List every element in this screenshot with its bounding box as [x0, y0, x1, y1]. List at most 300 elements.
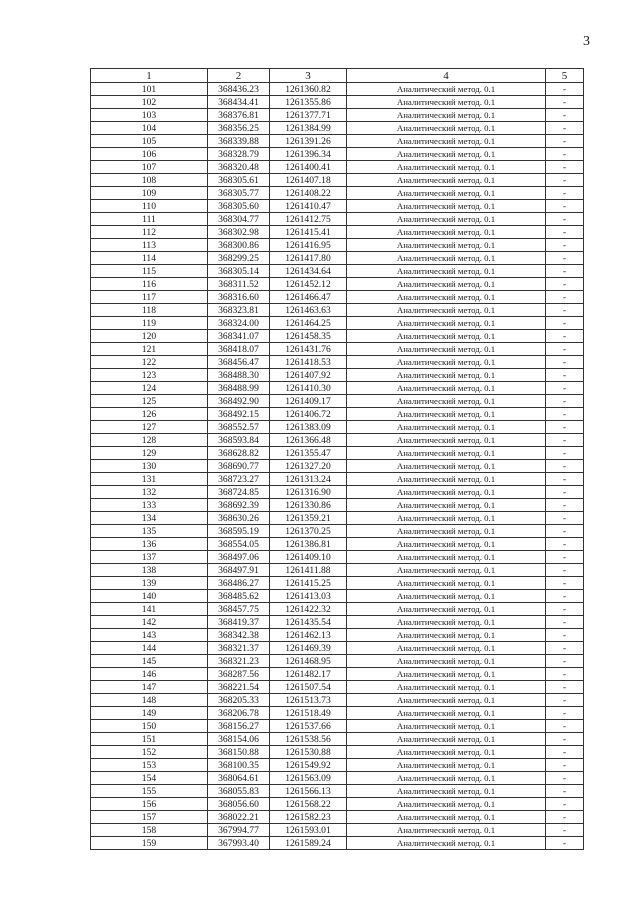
table-row [91, 122, 584, 135]
y-coordinate-cell: 1261566.13 [270, 785, 347, 798]
table-row [91, 369, 584, 382]
point-number-cell: 111 [91, 213, 208, 226]
table-row [91, 538, 584, 551]
y-coordinate-cell: 1261563.09 [270, 772, 347, 785]
point-number-cell: 158 [91, 824, 208, 837]
table-row [91, 408, 584, 421]
method-cell: Аналитический метод. 0.1 [347, 304, 546, 317]
extra-cell: - [546, 252, 584, 265]
y-coordinate-cell: 1261435.54 [270, 616, 347, 629]
table-row [91, 668, 584, 681]
table-row [91, 343, 584, 356]
y-coordinate-cell: 1261422.32 [270, 603, 347, 616]
extra-cell: - [546, 135, 584, 148]
extra-cell: - [546, 577, 584, 590]
point-number-cell: 144 [91, 642, 208, 655]
table-row [91, 421, 584, 434]
x-coordinate-cell: 368497.91 [208, 564, 270, 577]
y-coordinate-cell: 1261355.86 [270, 96, 347, 109]
method-cell: Аналитический метод. 0.1 [347, 551, 546, 564]
point-number-cell: 108 [91, 174, 208, 187]
method-cell: Аналитический метод. 0.1 [347, 603, 546, 616]
method-cell: Аналитический метод. 0.1 [347, 642, 546, 655]
extra-cell: - [546, 668, 584, 681]
extra-cell: - [546, 460, 584, 473]
extra-cell: - [546, 187, 584, 200]
y-coordinate-cell: 1261327.20 [270, 460, 347, 473]
table-row [91, 148, 584, 161]
point-number-cell: 113 [91, 239, 208, 252]
extra-cell: - [546, 291, 584, 304]
table-row [91, 629, 584, 642]
point-number-cell: 155 [91, 785, 208, 798]
point-number-cell: 107 [91, 161, 208, 174]
extra-cell: - [546, 447, 584, 460]
extra-cell: - [546, 655, 584, 668]
method-cell: Аналитический метод. 0.1 [347, 200, 546, 213]
method-cell: Аналитический метод. 0.1 [347, 668, 546, 681]
x-coordinate-cell: 368287.56 [208, 668, 270, 681]
point-number-cell: 141 [91, 603, 208, 616]
point-number-cell: 131 [91, 473, 208, 486]
extra-cell: - [546, 226, 584, 239]
point-number-cell: 149 [91, 707, 208, 720]
point-number-cell: 104 [91, 122, 208, 135]
method-cell: Аналитический метод. 0.1 [347, 291, 546, 304]
method-cell: Аналитический метод. 0.1 [347, 590, 546, 603]
point-number-cell: 119 [91, 317, 208, 330]
coordinates-table [90, 68, 584, 850]
point-number-cell: 118 [91, 304, 208, 317]
method-cell: Аналитический метод. 0.1 [347, 213, 546, 226]
x-coordinate-cell: 368156.27 [208, 720, 270, 733]
x-coordinate-cell: 368321.37 [208, 642, 270, 655]
method-cell: Аналитический метод. 0.1 [347, 681, 546, 694]
extra-cell: - [546, 564, 584, 577]
table-row [91, 161, 584, 174]
x-coordinate-cell: 368339.88 [208, 135, 270, 148]
method-cell: Аналитический метод. 0.1 [347, 486, 546, 499]
point-number-cell: 145 [91, 655, 208, 668]
method-cell: Аналитический метод. 0.1 [347, 837, 546, 850]
y-coordinate-cell: 1261396.34 [270, 148, 347, 161]
method-cell: Аналитический метод. 0.1 [347, 343, 546, 356]
y-coordinate-cell: 1261384.99 [270, 122, 347, 135]
extra-cell: - [546, 408, 584, 421]
extra-cell: - [546, 486, 584, 499]
table-header-row [91, 69, 584, 83]
table-row [91, 382, 584, 395]
extra-cell: - [546, 356, 584, 369]
y-coordinate-cell: 1261518.49 [270, 707, 347, 720]
point-number-cell: 121 [91, 343, 208, 356]
x-coordinate-cell: 368692.39 [208, 499, 270, 512]
point-number-cell: 143 [91, 629, 208, 642]
table-row [91, 252, 584, 265]
point-number-cell: 105 [91, 135, 208, 148]
extra-cell: - [546, 343, 584, 356]
x-coordinate-cell: 368554.05 [208, 538, 270, 551]
y-coordinate-cell: 1261434.64 [270, 265, 347, 278]
table-row [91, 577, 584, 590]
extra-cell: - [546, 382, 584, 395]
table-row [91, 564, 584, 577]
extra-cell: - [546, 434, 584, 447]
method-cell: Аналитический метод. 0.1 [347, 811, 546, 824]
y-coordinate-cell: 1261582.23 [270, 811, 347, 824]
x-coordinate-cell: 368723.27 [208, 473, 270, 486]
y-coordinate-cell: 1261406.72 [270, 408, 347, 421]
extra-cell: - [546, 733, 584, 746]
x-coordinate-cell: 368376.81 [208, 109, 270, 122]
method-cell: Аналитический метод. 0.1 [347, 785, 546, 798]
y-coordinate-cell: 1261549.92 [270, 759, 347, 772]
table-row [91, 96, 584, 109]
x-coordinate-cell: 368552.57 [208, 421, 270, 434]
method-cell: Аналитический метод. 0.1 [347, 317, 546, 330]
x-coordinate-cell: 368299.25 [208, 252, 270, 265]
y-coordinate-cell: 1261313.24 [270, 473, 347, 486]
y-coordinate-cell: 1261407.18 [270, 174, 347, 187]
page-number: 3 [583, 34, 590, 49]
y-coordinate-cell: 1261411.88 [270, 564, 347, 577]
x-coordinate-cell: 368055.83 [208, 785, 270, 798]
point-number-cell: 132 [91, 486, 208, 499]
x-coordinate-cell: 368630.26 [208, 512, 270, 525]
method-cell: Аналитический метод. 0.1 [347, 772, 546, 785]
method-cell: Аналитический метод. 0.1 [347, 395, 546, 408]
extra-cell: - [546, 720, 584, 733]
extra-cell: - [546, 395, 584, 408]
table-row [91, 278, 584, 291]
x-coordinate-cell: 368497.06 [208, 551, 270, 564]
table-row [91, 213, 584, 226]
table-row [91, 473, 584, 486]
method-cell: Аналитический метод. 0.1 [347, 746, 546, 759]
extra-cell: - [546, 798, 584, 811]
point-number-cell: 150 [91, 720, 208, 733]
method-cell: Аналитический метод. 0.1 [347, 187, 546, 200]
method-cell: Аналитический метод. 0.1 [347, 694, 546, 707]
point-number-cell: 129 [91, 447, 208, 460]
extra-cell: - [546, 200, 584, 213]
y-coordinate-cell: 1261589.24 [270, 837, 347, 850]
table-row [91, 304, 584, 317]
point-number-cell: 117 [91, 291, 208, 304]
method-cell: Аналитический метод. 0.1 [347, 330, 546, 343]
extra-cell: - [546, 512, 584, 525]
y-coordinate-cell: 1261593.01 [270, 824, 347, 837]
col-y-coordinate-header: 3 [270, 69, 347, 83]
x-coordinate-cell: 368305.60 [208, 200, 270, 213]
extra-cell: - [546, 83, 584, 96]
table-row [91, 811, 584, 824]
x-coordinate-cell: 368486.27 [208, 577, 270, 590]
point-number-cell: 106 [91, 148, 208, 161]
extra-cell: - [546, 421, 584, 434]
y-coordinate-cell: 1261407.92 [270, 369, 347, 382]
x-coordinate-cell: 368342.38 [208, 629, 270, 642]
method-cell: Аналитический метод. 0.1 [347, 499, 546, 512]
method-cell: Аналитический метод. 0.1 [347, 148, 546, 161]
point-number-cell: 156 [91, 798, 208, 811]
extra-cell: - [546, 161, 584, 174]
extra-cell: - [546, 603, 584, 616]
y-coordinate-cell: 1261568.22 [270, 798, 347, 811]
x-coordinate-cell: 368341.07 [208, 330, 270, 343]
x-coordinate-cell: 368150.88 [208, 746, 270, 759]
point-number-cell: 140 [91, 590, 208, 603]
y-coordinate-cell: 1261468.95 [270, 655, 347, 668]
y-coordinate-cell: 1261386.81 [270, 538, 347, 551]
y-coordinate-cell: 1261409.10 [270, 551, 347, 564]
point-number-cell: 159 [91, 837, 208, 850]
method-cell: Аналитический метод. 0.1 [347, 759, 546, 772]
point-number-cell: 142 [91, 616, 208, 629]
y-coordinate-cell: 1261418.53 [270, 356, 347, 369]
y-coordinate-cell: 1261366.48 [270, 434, 347, 447]
x-coordinate-cell: 368356.25 [208, 122, 270, 135]
point-number-cell: 147 [91, 681, 208, 694]
y-coordinate-cell: 1261370.25 [270, 525, 347, 538]
table-row [91, 603, 584, 616]
point-number-cell: 120 [91, 330, 208, 343]
x-coordinate-cell: 368311.52 [208, 278, 270, 291]
x-coordinate-cell: 368488.30 [208, 369, 270, 382]
extra-cell: - [546, 772, 584, 785]
table-row [91, 135, 584, 148]
table-row [91, 642, 584, 655]
x-coordinate-cell: 368628.82 [208, 447, 270, 460]
x-coordinate-cell: 367994.77 [208, 824, 270, 837]
x-coordinate-cell: 368320.48 [208, 161, 270, 174]
method-cell: Аналитический метод. 0.1 [347, 135, 546, 148]
y-coordinate-cell: 1261316.90 [270, 486, 347, 499]
point-number-cell: 125 [91, 395, 208, 408]
y-coordinate-cell: 1261415.25 [270, 577, 347, 590]
table-row [91, 187, 584, 200]
method-cell: Аналитический метод. 0.1 [347, 174, 546, 187]
table-row [91, 486, 584, 499]
table-row [91, 460, 584, 473]
method-cell: Аналитический метод. 0.1 [347, 720, 546, 733]
x-coordinate-cell: 368419.37 [208, 616, 270, 629]
table-row [91, 746, 584, 759]
x-coordinate-cell: 368305.77 [208, 187, 270, 200]
extra-cell: - [546, 109, 584, 122]
extra-cell: - [546, 759, 584, 772]
x-coordinate-cell: 368485.62 [208, 590, 270, 603]
y-coordinate-cell: 1261452.12 [270, 278, 347, 291]
extra-cell: - [546, 629, 584, 642]
x-coordinate-cell: 368064.61 [208, 772, 270, 785]
point-number-cell: 134 [91, 512, 208, 525]
table-row [91, 317, 584, 330]
x-coordinate-cell: 368488.99 [208, 382, 270, 395]
method-cell: Аналитический метод. 0.1 [347, 83, 546, 96]
extra-cell: - [546, 265, 584, 278]
point-number-cell: 139 [91, 577, 208, 590]
y-coordinate-cell: 1261537.66 [270, 720, 347, 733]
extra-cell: - [546, 96, 584, 109]
table-body [91, 83, 584, 850]
point-number-cell: 146 [91, 668, 208, 681]
table-row [91, 785, 584, 798]
table-row [91, 616, 584, 629]
point-number-cell: 114 [91, 252, 208, 265]
table-row [91, 265, 584, 278]
extra-cell: - [546, 499, 584, 512]
method-cell: Аналитический метод. 0.1 [347, 369, 546, 382]
x-coordinate-cell: 368305.14 [208, 265, 270, 278]
method-cell: Аналитический метод. 0.1 [347, 226, 546, 239]
y-coordinate-cell: 1261530.88 [270, 746, 347, 759]
method-cell: Аналитический метод. 0.1 [347, 460, 546, 473]
x-coordinate-cell: 368434.41 [208, 96, 270, 109]
x-coordinate-cell: 368724.85 [208, 486, 270, 499]
table-row [91, 434, 584, 447]
x-coordinate-cell: 368100.35 [208, 759, 270, 772]
extra-cell: - [546, 304, 584, 317]
method-cell: Аналитический метод. 0.1 [347, 96, 546, 109]
y-coordinate-cell: 1261462.13 [270, 629, 347, 642]
x-coordinate-cell: 368456.47 [208, 356, 270, 369]
method-cell: Аналитический метод. 0.1 [347, 447, 546, 460]
y-coordinate-cell: 1261409.17 [270, 395, 347, 408]
table-row [91, 174, 584, 187]
y-coordinate-cell: 1261458.35 [270, 330, 347, 343]
table-row [91, 798, 584, 811]
point-number-cell: 137 [91, 551, 208, 564]
y-coordinate-cell: 1261410.30 [270, 382, 347, 395]
x-coordinate-cell: 368056.60 [208, 798, 270, 811]
y-coordinate-cell: 1261400.41 [270, 161, 347, 174]
method-cell: Аналитический метод. 0.1 [347, 512, 546, 525]
table-row [91, 356, 584, 369]
y-coordinate-cell: 1261513.73 [270, 694, 347, 707]
method-cell: Аналитический метод. 0.1 [347, 356, 546, 369]
x-coordinate-cell: 368300.86 [208, 239, 270, 252]
extra-cell: - [546, 317, 584, 330]
y-coordinate-cell: 1261355.47 [270, 447, 347, 460]
x-coordinate-cell: 368316.60 [208, 291, 270, 304]
x-coordinate-cell: 368418.07 [208, 343, 270, 356]
extra-cell: - [546, 213, 584, 226]
y-coordinate-cell: 1261469.39 [270, 642, 347, 655]
x-coordinate-cell: 368492.90 [208, 395, 270, 408]
table-row [91, 83, 584, 96]
extra-cell: - [546, 369, 584, 382]
table-row [91, 707, 584, 720]
method-cell: Аналитический метод. 0.1 [347, 824, 546, 837]
y-coordinate-cell: 1261463.63 [270, 304, 347, 317]
point-number-cell: 102 [91, 96, 208, 109]
method-cell: Аналитический метод. 0.1 [347, 278, 546, 291]
extra-cell: - [546, 616, 584, 629]
extra-cell: - [546, 538, 584, 551]
extra-cell: - [546, 174, 584, 187]
col-point-number-header: 1 [91, 69, 208, 83]
extra-cell: - [546, 239, 584, 252]
table-row [91, 681, 584, 694]
method-cell: Аналитический метод. 0.1 [347, 577, 546, 590]
extra-cell: - [546, 330, 584, 343]
x-coordinate-cell: 368595.19 [208, 525, 270, 538]
y-coordinate-cell: 1261538.56 [270, 733, 347, 746]
col-x-coordinate-header: 2 [208, 69, 270, 83]
point-number-cell: 123 [91, 369, 208, 382]
x-coordinate-cell: 368154.06 [208, 733, 270, 746]
x-coordinate-cell: 367993.40 [208, 837, 270, 850]
method-cell: Аналитический метод. 0.1 [347, 733, 546, 746]
table-row [91, 655, 584, 668]
extra-cell: - [546, 473, 584, 486]
point-number-cell: 116 [91, 278, 208, 291]
point-number-cell: 152 [91, 746, 208, 759]
y-coordinate-cell: 1261417.80 [270, 252, 347, 265]
method-cell: Аналитический метод. 0.1 [347, 707, 546, 720]
y-coordinate-cell: 1261383.09 [270, 421, 347, 434]
y-coordinate-cell: 1261360.82 [270, 83, 347, 96]
x-coordinate-cell: 368324.00 [208, 317, 270, 330]
x-coordinate-cell: 368022.21 [208, 811, 270, 824]
table-row [91, 720, 584, 733]
table-row [91, 291, 584, 304]
extra-cell: - [546, 278, 584, 291]
point-number-cell: 115 [91, 265, 208, 278]
point-number-cell: 153 [91, 759, 208, 772]
method-cell: Аналитический метод. 0.1 [347, 434, 546, 447]
point-number-cell: 122 [91, 356, 208, 369]
table-row [91, 551, 584, 564]
point-number-cell: 148 [91, 694, 208, 707]
y-coordinate-cell: 1261412.75 [270, 213, 347, 226]
y-coordinate-cell: 1261415.41 [270, 226, 347, 239]
y-coordinate-cell: 1261466.47 [270, 291, 347, 304]
x-coordinate-cell: 368206.78 [208, 707, 270, 720]
extra-cell: - [546, 681, 584, 694]
extra-cell: - [546, 525, 584, 538]
point-number-cell: 101 [91, 83, 208, 96]
point-number-cell: 109 [91, 187, 208, 200]
extra-cell: - [546, 148, 584, 161]
point-number-cell: 110 [91, 200, 208, 213]
extra-cell: - [546, 824, 584, 837]
method-cell: Аналитический метод. 0.1 [347, 629, 546, 642]
y-coordinate-cell: 1261464.25 [270, 317, 347, 330]
x-coordinate-cell: 368328.79 [208, 148, 270, 161]
extra-cell: - [546, 707, 584, 720]
point-number-cell: 138 [91, 564, 208, 577]
extra-cell: - [546, 785, 584, 798]
extra-cell: - [546, 837, 584, 850]
x-coordinate-cell: 368302.98 [208, 226, 270, 239]
table-row [91, 395, 584, 408]
table-row [91, 694, 584, 707]
col-method-header: 4 [347, 69, 546, 83]
extra-cell: - [546, 694, 584, 707]
point-number-cell: 124 [91, 382, 208, 395]
y-coordinate-cell: 1261431.76 [270, 343, 347, 356]
col-extra-header: 5 [546, 69, 584, 83]
method-cell: Аналитический метод. 0.1 [347, 161, 546, 174]
method-cell: Аналитический метод. 0.1 [347, 421, 546, 434]
point-number-cell: 154 [91, 772, 208, 785]
method-cell: Аналитический метод. 0.1 [347, 525, 546, 538]
y-coordinate-cell: 1261330.86 [270, 499, 347, 512]
method-cell: Аналитический метод. 0.1 [347, 616, 546, 629]
table-row [91, 109, 584, 122]
